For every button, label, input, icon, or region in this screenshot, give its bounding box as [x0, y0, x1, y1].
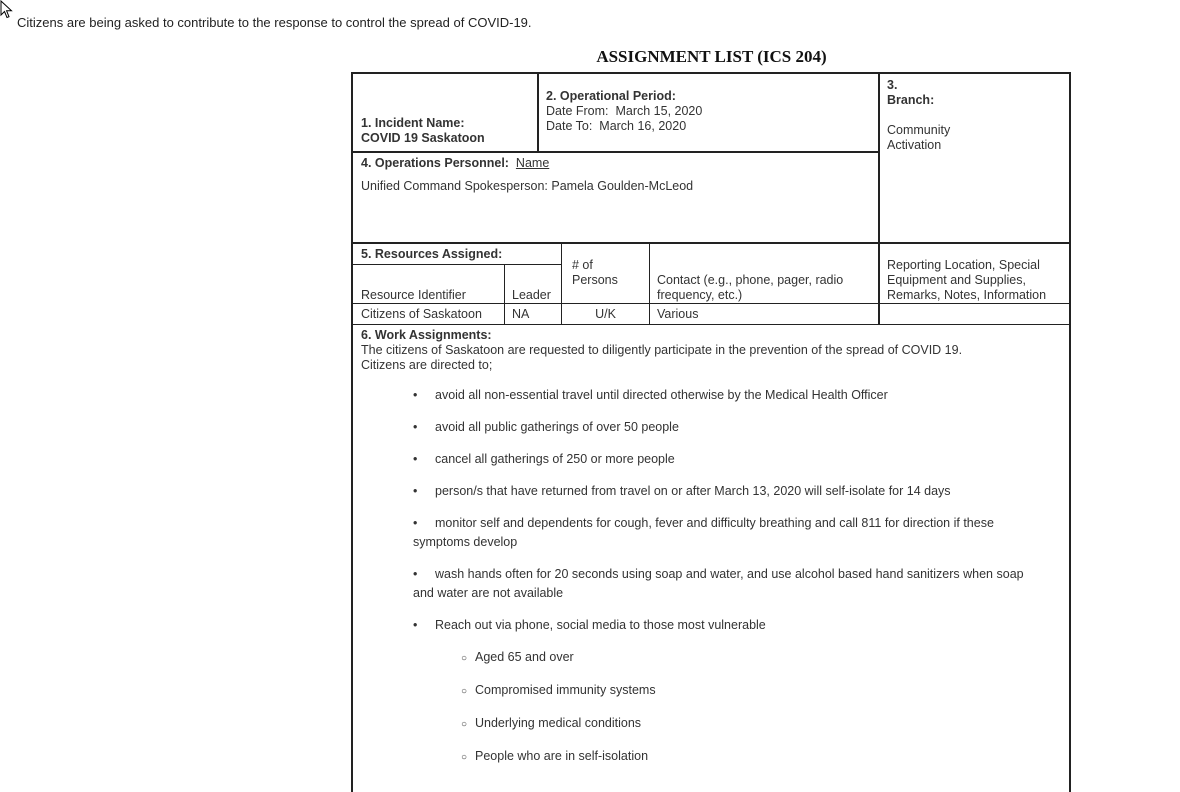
operational-period-label: 2. Operational Period:: [546, 89, 676, 103]
list-item: • Reach out via phone, social media to those most vulnerable: [413, 618, 766, 632]
col-persons-line1: # of: [572, 258, 593, 272]
resource-row-leader: NA: [512, 307, 530, 321]
resource-row-persons: U/K: [595, 307, 616, 321]
col-contact: [657, 273, 877, 303]
work-assignments-intro-line1: The citizens of Saskatoon are requested to diligently participate in the prevention of the spread of COVID 19.: [361, 343, 963, 357]
work-assignments-label: 6. Work Assignments:: [361, 328, 492, 342]
branch-label-number: 3.: [887, 78, 898, 92]
sub-list-item: ○ People who are in self-isolation: [461, 749, 649, 763]
col-resource-identifier: Resource Identifier: [361, 288, 466, 302]
incident-name-label: 1. Incident Name:: [361, 116, 465, 130]
list-item: • avoid all non-essential travel until directed otherwise by the Medical Health Officer: [413, 388, 888, 402]
list-item: • monitor self and dependents for cough, fever and difficulty breathing and call 811 for direction if these symptoms develop: [413, 516, 994, 549]
date-from-value: March 15, 2020: [615, 104, 703, 118]
list-item: • avoid all public gatherings of over 50 people: [413, 420, 679, 434]
incident-name-field: [361, 116, 536, 146]
list-item: • person/s that have returned from travel on or after March 13, 2020 will self-isolate for 14 days: [413, 484, 951, 498]
col-leader: Leader: [512, 288, 551, 302]
operational-period-field: [546, 89, 876, 134]
resource-row-identifier: Citizens of Saskatoon: [361, 307, 482, 321]
branch-field: [887, 78, 1067, 153]
col-contact-line2: frequency, etc.): [657, 288, 743, 302]
ics-204-form: [351, 72, 1071, 792]
sub-list-item: ○ Aged 65 and over: [461, 650, 574, 664]
work-assignments-intro-line2: Citizens are directed to;: [361, 358, 493, 372]
col-reporting-location: [887, 258, 1071, 303]
mouse-cursor-icon: [0, 0, 14, 20]
operations-personnel-entry: Unified Command Spokesperson: Pamela Goulden-McLeod: [361, 179, 694, 193]
list-item: • wash hands often for 20 seconds using soap and water, and use alcohol based hand sanitizers when soap and water are not available: [413, 567, 1024, 600]
col-reporting-line1: Reporting Location, Special: [887, 258, 1040, 272]
col-persons-line2: Persons: [572, 273, 618, 287]
branch-label: Branch:: [887, 93, 935, 107]
branch-value-line2: Activation: [887, 138, 942, 152]
list-item: • cancel all gatherings of 250 or more people: [413, 452, 675, 466]
col-reporting-line2: Equipment and Supplies,: [887, 273, 1026, 287]
date-to-row: [546, 119, 876, 134]
sub-list-item: ○ Underlying medical conditions: [461, 716, 642, 730]
incident-name-value: COVID 19 Saskatoon: [361, 131, 485, 145]
operations-personnel-name-header: Name: [515, 156, 550, 170]
date-from-row: [546, 104, 876, 119]
date-to-value: March 16, 2020: [599, 119, 687, 133]
col-reporting-line3: Remarks, Notes, Information: [887, 288, 1047, 302]
operations-personnel-label: 4. Operations Personnel:: [361, 156, 509, 170]
date-to-label: Date To:: [546, 119, 593, 133]
branch-value-line1: Community: [887, 123, 951, 137]
resources-assigned-label: 5. Resources Assigned:: [361, 247, 503, 261]
col-contact-line1: Contact (e.g., phone, pager, radio: [657, 273, 844, 287]
date-from-label: Date From:: [546, 104, 609, 118]
resource-row-contact: Various: [657, 307, 699, 321]
sub-list-item: ○ Compromised immunity systems: [461, 683, 656, 697]
work-assignments-field: [361, 328, 1061, 373]
intro-text: Citizens are being asked to contribute to the response to control the spread of COVID-19.: [17, 15, 532, 30]
col-number-of-persons: [572, 258, 648, 288]
page-title: ASSIGNMENT LIST (ICS 204): [596, 47, 827, 66]
operations-personnel-field: [361, 156, 871, 194]
